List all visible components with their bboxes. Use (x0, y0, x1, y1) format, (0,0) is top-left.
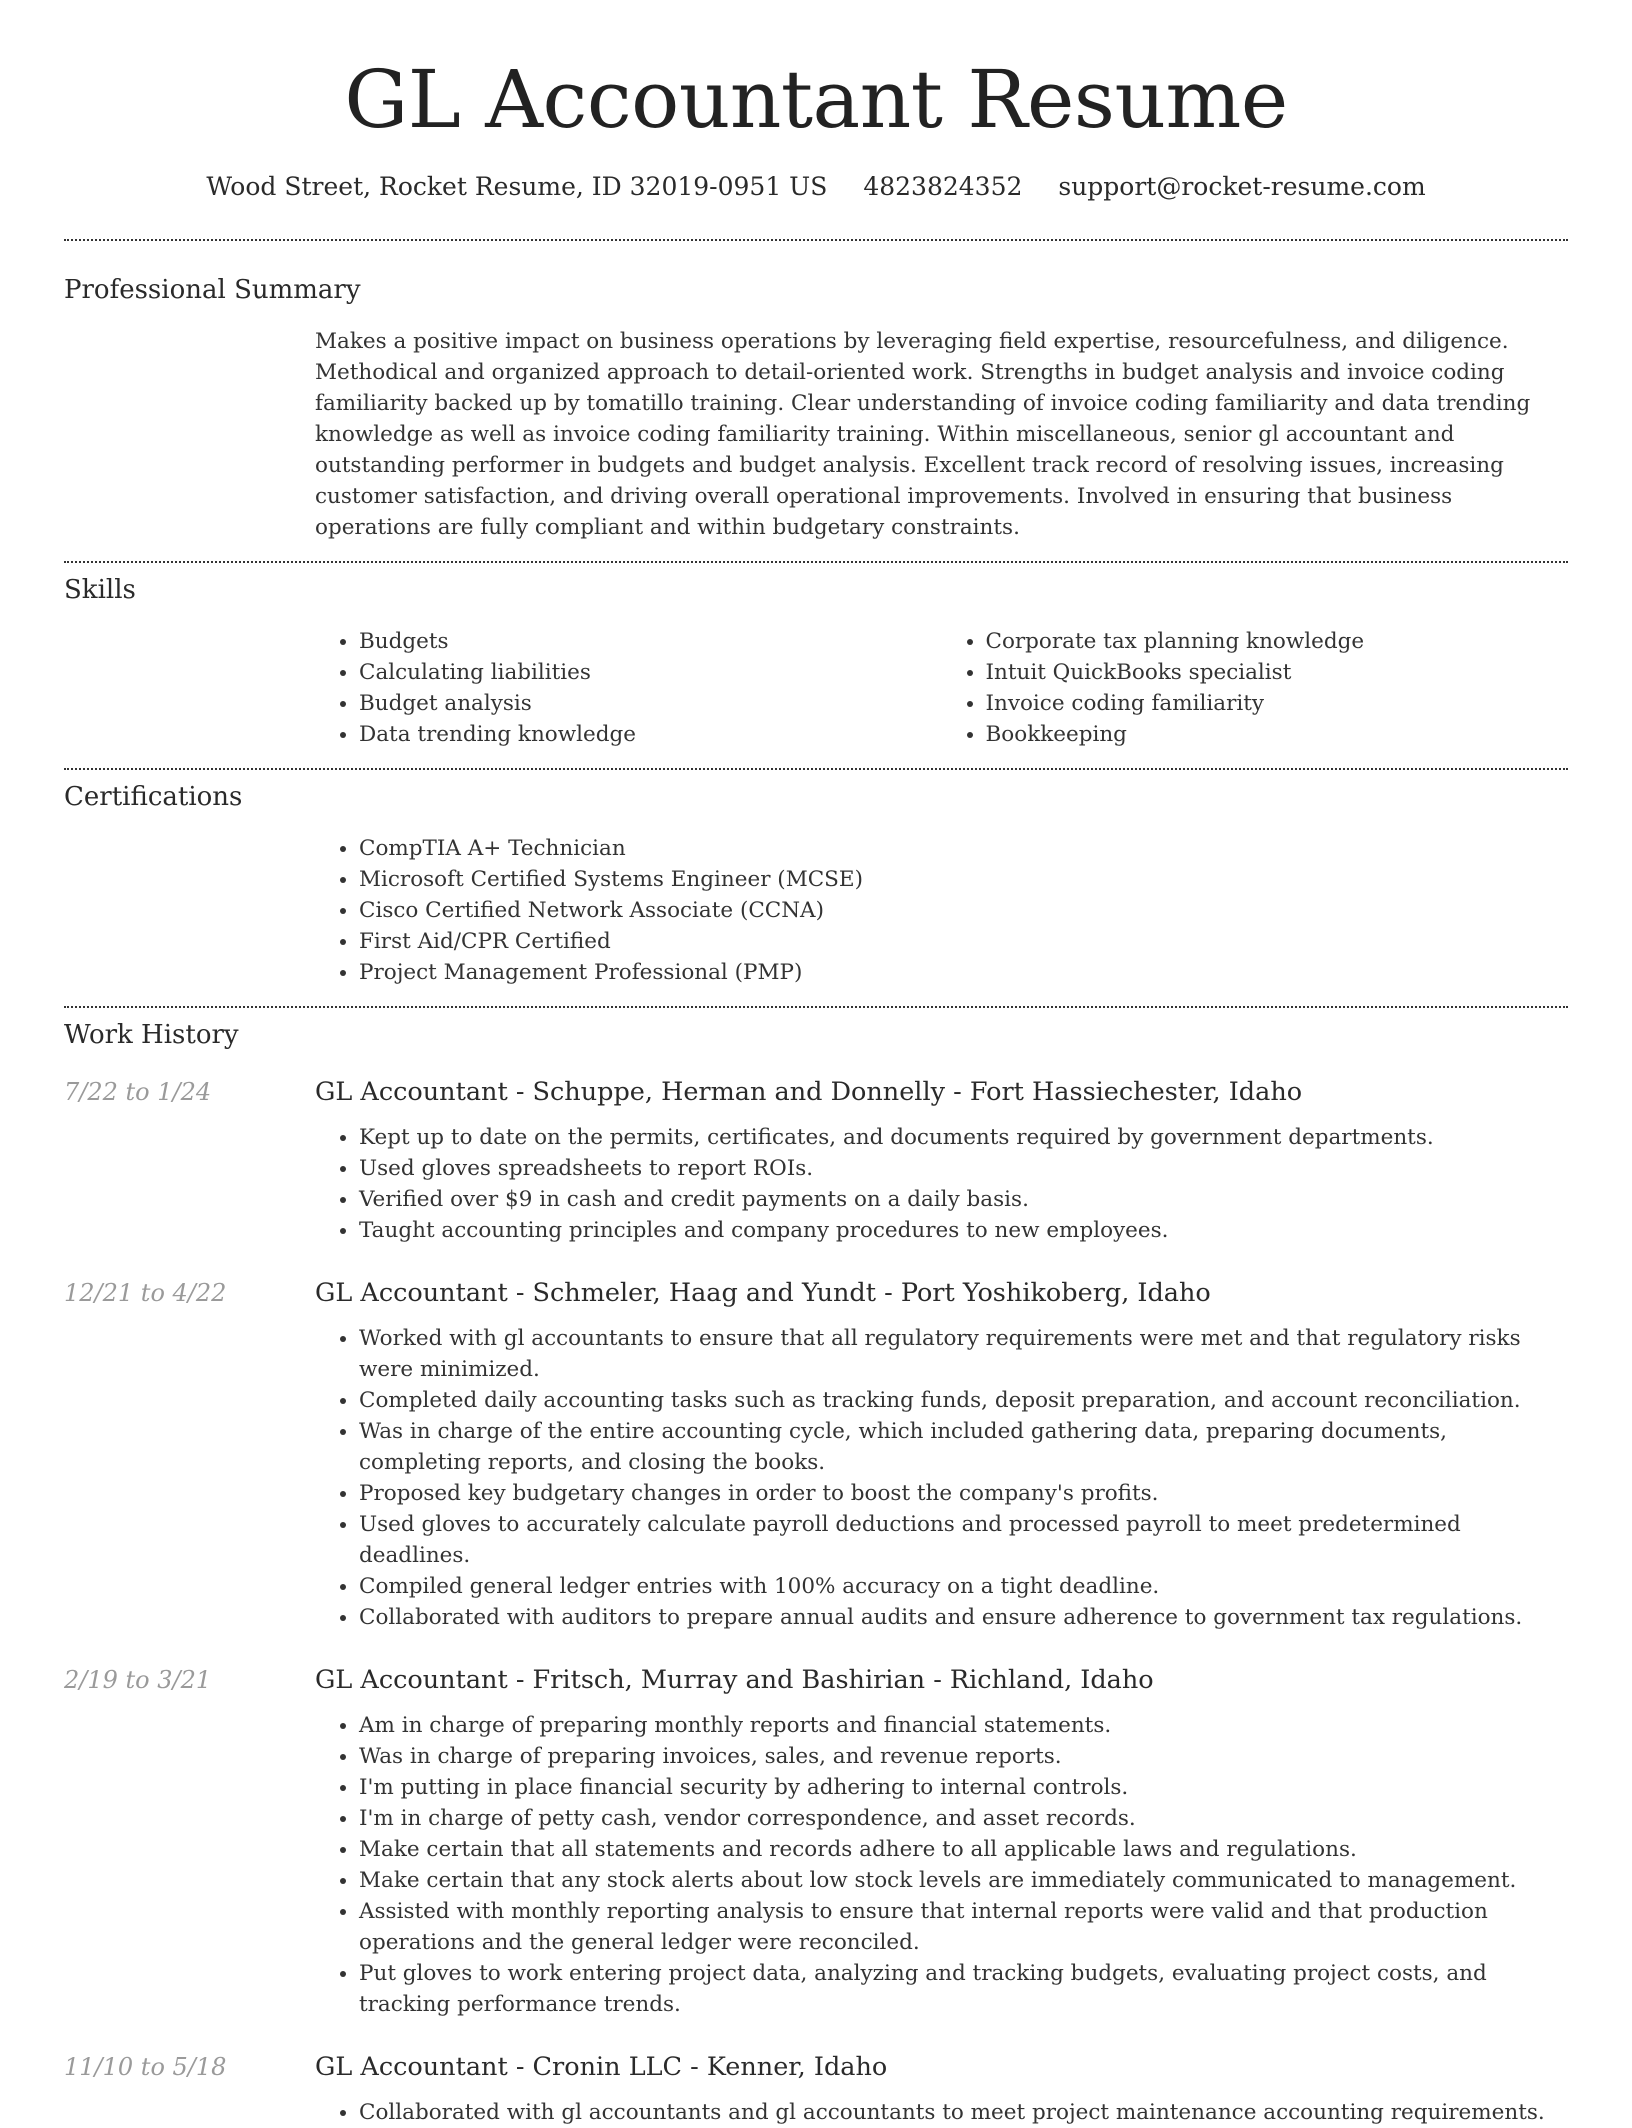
divider (64, 239, 1568, 241)
certifications-list (315, 833, 1568, 988)
skills-list-left (315, 626, 942, 750)
job-bullets (315, 1323, 1568, 1633)
list-item: • Collaborated with auditors to prepare annual audits and ensure adherence to government tax regulations. (359, 1602, 1568, 1633)
divider (64, 768, 1568, 770)
list-item: • First Aid/CPR Certified (359, 926, 1568, 957)
job-title: GL Accountant - Schuppe, Herman and Donnelly - Fort Hassiechester, Idaho (315, 1077, 1303, 1107)
list-item: • I'm in charge of petty cash, vendor correspondence, and asset records. (359, 1803, 1568, 1834)
list-item: • Used gloves to accurately calculate payroll deductions and processed payroll to meet predetermined deadlines. (359, 1509, 1568, 1571)
list-item: • Kept up to date on the permits, certificates, and documents required by government departments. (359, 1122, 1568, 1153)
list-item: • Corporate tax planning knowledge (986, 626, 1569, 657)
contact-address: Wood Street, Rocket Resume, ID 32019-0951 US (206, 172, 828, 201)
section-heading-skills: Skills (64, 575, 136, 605)
divider (64, 561, 1568, 563)
work-history-section (64, 1018, 1568, 2128)
job-entry (64, 1075, 1568, 1246)
job-bullets (315, 2097, 1568, 2128)
list-item: • CompTIA A+ Technician (359, 833, 1568, 864)
list-item: • Compiled general ledger entries with 100% accuracy on a tight deadline. (359, 1571, 1568, 1602)
skills-section (64, 573, 1568, 750)
job-entry (64, 1276, 1568, 1633)
list-item: • Proposed key budgetary changes in order to boost the company's profits. (359, 1478, 1568, 1509)
list-item: • Put gloves to work entering project data, analyzing and tracking budgets, evaluating project costs, and tracking performance trends. (359, 1958, 1568, 2020)
list-item: • Verified over $9 in cash and credit payments on a daily basis. (359, 1184, 1568, 1215)
list-item: • Was in charge of the entire accounting cycle, which included gathering data, preparing documents, completing reports, and closing the books. (359, 1416, 1568, 1478)
list-item: • Bookkeeping (986, 719, 1569, 750)
job-bullets (315, 1122, 1568, 1246)
contact-email[interactable]: support@rocket-resume.com (1058, 172, 1426, 201)
list-item: • Intuit QuickBooks specialist (986, 657, 1569, 688)
certifications-section (64, 780, 1568, 988)
list-item: • Microsoft Certified Systems Engineer (MCSE) (359, 864, 1568, 895)
list-item: • Completed daily accounting tasks such as tracking funds, deposit preparation, and account reconciliation. (359, 1385, 1568, 1416)
list-item: • Make certain that all statements and records adhere to all applicable laws and regulations. (359, 1834, 1568, 1865)
list-item: • Project Management Professional (PMP) (359, 957, 1568, 988)
summary-section (64, 273, 1568, 543)
list-item: • Taught accounting principles and company procedures to new employees. (359, 1215, 1568, 1246)
list-item: • Was in charge of preparing invoices, sales, and revenue reports. (359, 1741, 1568, 1772)
list-item: • Invoice coding familiarity (986, 688, 1569, 719)
job-dates: 11/10 to 5/18 (64, 2053, 227, 2081)
contact-line (64, 170, 1568, 204)
section-heading-work-history: Work History (64, 1020, 239, 1050)
job-title: GL Accountant - Schmeler, Haag and Yundt - Port Yoshikoberg, Idaho (315, 1278, 1211, 1308)
job-dates: 2/19 to 3/21 (64, 1666, 212, 1694)
list-item: • Am in charge of preparing monthly reports and financial statements. (359, 1710, 1568, 1741)
list-item: • Budget analysis (359, 688, 942, 719)
list-item: • Worked with gl accountants to ensure that all regulatory requirements were met and that regulatory risks were minimized. (359, 1323, 1568, 1385)
resume-title: GL Accountant Resume (344, 53, 1288, 146)
job-entry (64, 2050, 1568, 2128)
job-entry (64, 1663, 1568, 2020)
list-item: • Used gloves spreadsheets to report ROIs. (359, 1153, 1568, 1184)
job-dates: 7/22 to 1/24 (64, 1078, 212, 1106)
job-title: GL Accountant - Cronin LLC - Kenner, Idaho (315, 2052, 888, 2082)
skills-list-right (942, 626, 1569, 750)
list-item: • Data trending knowledge (359, 719, 942, 750)
list-item: • Cisco Certified Network Associate (CCNA) (359, 895, 1568, 926)
summary-text: Makes a positive impact on business operations by leveraging field expertise, resourcefulness, and diligence. Methodical and organized approach to detail-oriented work. Strengths in budget analysis and invoice coding familiarity backed up by tomatillo training. Clear understanding of invoice coding familiarity and data trending knowledge as well as invoice coding familiarity training. Within miscellaneous, senior gl accountant and outstanding performer in budgets and budget analysis. Excellent track record of resolving issues, increasing customer satisfaction, and driving overall operational improvements. Involved in ensuring that business operations are fully compliant and within budgetary constraints. (315, 329, 1531, 540)
job-title: GL Accountant - Fritsch, Murray and Bashirian - Richland, Idaho (315, 1665, 1154, 1695)
section-heading-certifications: Certifications (64, 782, 243, 812)
divider (64, 1006, 1568, 1008)
list-item: • Collaborated with gl accountants and gl accountants to meet project maintenance accounting requirements. (359, 2097, 1568, 2128)
contact-phone: 4823824352 (863, 172, 1023, 201)
list-item: • I'm putting in place financial security by adhering to internal controls. (359, 1772, 1568, 1803)
list-item: • Make certain that any stock alerts about low stock levels are immediately communicated to management. (359, 1865, 1568, 1896)
list-item: • Budgets (359, 626, 942, 657)
list-item: • Assisted with monthly reporting analysis to ensure that internal reports were valid and that production operations and the general ledger were reconciled. (359, 1896, 1568, 1958)
list-item: • Calculating liabilities (359, 657, 942, 688)
job-dates: 12/21 to 4/22 (64, 1279, 227, 1307)
section-heading-summary: Professional Summary (64, 275, 361, 305)
job-bullets (315, 1710, 1568, 2020)
